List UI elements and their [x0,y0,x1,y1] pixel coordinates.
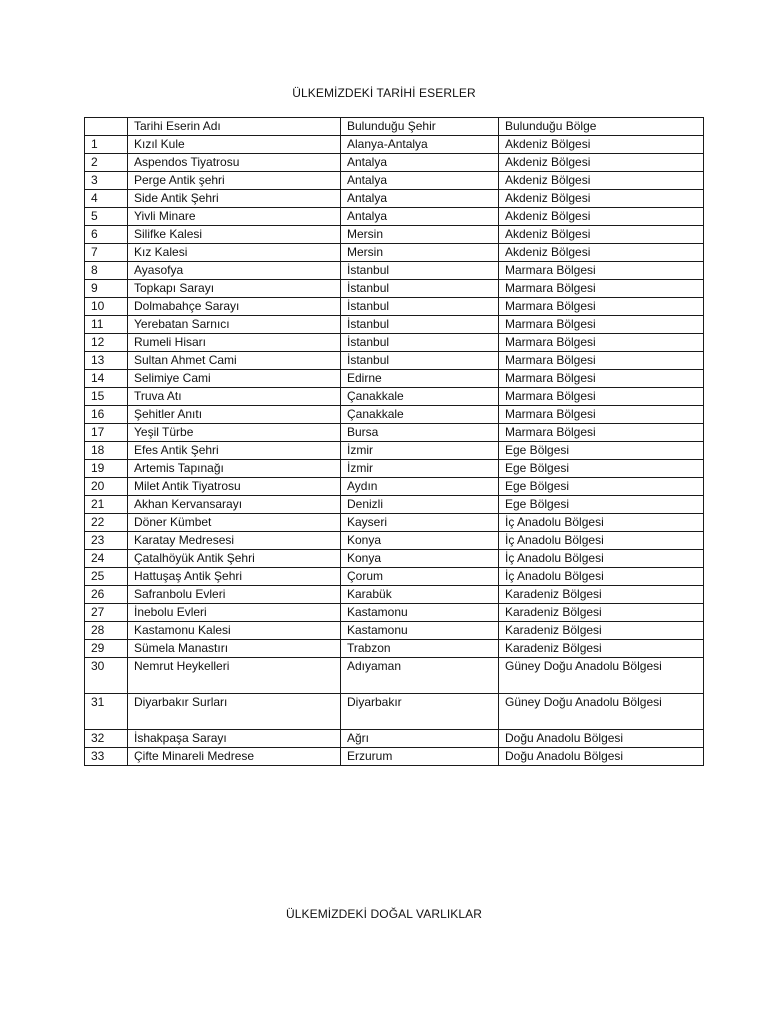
city-name: Mersin [341,244,499,262]
region-name: Marmara Bölgesi [499,406,704,424]
table-row [85,136,704,154]
city-name: İstanbul [341,316,499,334]
region-name: Akdeniz Bölgesi [499,136,704,154]
city-name: Adıyaman [341,658,499,694]
table-row [85,280,704,298]
site-name: Dolmabahçe Sarayı [128,298,341,316]
site-name: Şehitler Anıtı [128,406,341,424]
city-name: Kastamonu [341,622,499,640]
table-row [85,730,704,748]
region-name: Doğu Anadolu Bölgesi [499,748,704,766]
region-name: Marmara Bölgesi [499,334,704,352]
city-name: Ağrı [341,730,499,748]
table-row [85,550,704,568]
site-name: Perge Antik şehri [128,172,341,190]
city-name: İstanbul [341,334,499,352]
region-name: Ege Bölgesi [499,496,704,514]
site-name: Hattuşaş Antik Şehri [128,568,341,586]
region-name: İç Anadolu Bölgesi [499,550,704,568]
row-number: 28 [85,622,128,640]
row-number: 11 [85,316,128,334]
row-number: 32 [85,730,128,748]
region-name: Karadeniz Bölgesi [499,604,704,622]
site-name: Karatay Medresesi [128,532,341,550]
site-name: Sultan Ahmet Cami [128,352,341,370]
row-number: 8 [85,262,128,280]
city-name: Aydın [341,478,499,496]
row-number: 4 [85,190,128,208]
row-number: 19 [85,460,128,478]
region-name: Akdeniz Bölgesi [499,226,704,244]
site-name: İshakpaşa Sarayı [128,730,341,748]
row-number: 23 [85,532,128,550]
region-name: Marmara Bölgesi [499,352,704,370]
region-name: Marmara Bölgesi [499,388,704,406]
city-name: İzmir [341,460,499,478]
table-header-row [85,118,704,136]
section-title: ÜLKEMİZDEKİ DOĞAL VARLIKLAR [285,907,483,921]
region-name: Akdeniz Bölgesi [499,154,704,172]
region-name: Marmara Bölgesi [499,280,704,298]
site-name: Truva Atı [128,388,341,406]
table-row [85,604,704,622]
city-name: Antalya [341,172,499,190]
city-name: Kastamonu [341,604,499,622]
site-name: Diyarbakır Surları [128,694,341,730]
row-number: 13 [85,352,128,370]
table-row [85,568,704,586]
site-name: Çifte Minareli Medrese [128,748,341,766]
site-name: Yeşil Türbe [128,424,341,442]
site-name: Efes Antik Şehri [128,442,341,460]
row-number: 26 [85,586,128,604]
site-name: Topkapı Sarayı [128,280,341,298]
table-row [85,172,704,190]
table-row [85,370,704,388]
row-number: 5 [85,208,128,226]
site-name: Side Antik Şehri [128,190,341,208]
table-row [85,442,704,460]
city-name: Antalya [341,208,499,226]
row-number: 2 [85,154,128,172]
table-row [85,424,704,442]
header-site-name: Tarihi Eserin Adı [128,118,341,136]
site-name: Kızıl Kule [128,136,341,154]
site-name: Silifke Kalesi [128,226,341,244]
city-name: Karabük [341,586,499,604]
city-name: Konya [341,550,499,568]
row-number: 16 [85,406,128,424]
region-name: Marmara Bölgesi [499,424,704,442]
city-name: İzmir [341,442,499,460]
site-name: Yivli Minare [128,208,341,226]
row-number: 22 [85,514,128,532]
city-name: İstanbul [341,298,499,316]
row-number: 25 [85,568,128,586]
site-name: Döner Kümbet [128,514,341,532]
row-number: 20 [85,478,128,496]
row-number: 27 [85,604,128,622]
table-row [85,406,704,424]
region-name: Güney Doğu Anadolu Bölgesi [499,694,704,730]
table-row [85,352,704,370]
table-row [85,496,704,514]
site-name: Çatalhöyük Antik Şehri [128,550,341,568]
table-row [85,586,704,604]
row-number: 3 [85,172,128,190]
table-row [85,262,704,280]
city-name: Denizli [341,496,499,514]
header-number [85,118,128,136]
table-row [85,316,704,334]
table-row [85,190,704,208]
table-row [85,658,704,694]
city-name: İstanbul [341,352,499,370]
table-row [85,244,704,262]
row-number: 24 [85,550,128,568]
table-row [85,622,704,640]
site-name: İnebolu Evleri [128,604,341,622]
region-name: İç Anadolu Bölgesi [499,514,704,532]
site-name: Yerebatan Sarnıcı [128,316,341,334]
table-row [85,460,704,478]
row-number: 9 [85,280,128,298]
header-region: Bulunduğu Bölge [499,118,704,136]
row-number: 15 [85,388,128,406]
city-name: Çanakkale [341,406,499,424]
region-name: Akdeniz Bölgesi [499,190,704,208]
region-name: Ege Bölgesi [499,460,704,478]
row-number: 21 [85,496,128,514]
table-row [85,298,704,316]
row-number: 12 [85,334,128,352]
region-name: Karadeniz Bölgesi [499,622,704,640]
city-name: Edirne [341,370,499,388]
region-name: Ege Bölgesi [499,478,704,496]
table-row [85,748,704,766]
city-name: Antalya [341,154,499,172]
site-name: Selimiye Cami [128,370,341,388]
region-name: İç Anadolu Bölgesi [499,532,704,550]
region-name: Doğu Anadolu Bölgesi [499,730,704,748]
row-number: 30 [85,658,128,694]
site-name: Kastamonu Kalesi [128,622,341,640]
row-number: 10 [85,298,128,316]
region-name: Güney Doğu Anadolu Bölgesi [499,658,704,694]
site-name: Aspendos Tiyatrosu [128,154,341,172]
site-name: Akhan Kervansarayı [128,496,341,514]
region-name: İç Anadolu Bölgesi [499,568,704,586]
site-name: Artemis Tapınağı [128,460,341,478]
city-name: Çanakkale [341,388,499,406]
table-row [85,532,704,550]
city-name: Bursa [341,424,499,442]
page-title: ÜLKEMİZDEKİ TARİHİ ESERLER [292,86,476,100]
site-name: Safranbolu Evleri [128,586,341,604]
table-row [85,640,704,658]
row-number: 31 [85,694,128,730]
region-name: Akdeniz Bölgesi [499,172,704,190]
city-name: Alanya-Antalya [341,136,499,154]
table-row [85,514,704,532]
table-row [85,208,704,226]
table-row [85,478,704,496]
city-name: Antalya [341,190,499,208]
historical-sites-table [84,117,704,766]
city-name: Diyarbakır [341,694,499,730]
table-row [85,694,704,730]
row-number: 7 [85,244,128,262]
site-name: Ayasofya [128,262,341,280]
row-number: 29 [85,640,128,658]
site-name: Sümela Manastırı [128,640,341,658]
row-number: 17 [85,424,128,442]
city-name: Erzurum [341,748,499,766]
table-row [85,334,704,352]
region-name: Marmara Bölgesi [499,262,704,280]
table-body [85,136,704,766]
region-name: Marmara Bölgesi [499,316,704,334]
city-name: Trabzon [341,640,499,658]
row-number: 33 [85,748,128,766]
city-name: Konya [341,532,499,550]
site-name: Nemrut Heykelleri [128,658,341,694]
region-name: Marmara Bölgesi [499,370,704,388]
site-name: Milet Antik Tiyatrosu [128,478,341,496]
region-name: Ege Bölgesi [499,442,704,460]
header-city: Bulunduğu Şehir [341,118,499,136]
region-name: Karadeniz Bölgesi [499,586,704,604]
site-name: Rumeli Hisarı [128,334,341,352]
table-row [85,226,704,244]
city-name: Mersin [341,226,499,244]
row-number: 14 [85,370,128,388]
site-name: Kız Kalesi [128,244,341,262]
city-name: Kayseri [341,514,499,532]
city-name: İstanbul [341,262,499,280]
row-number: 18 [85,442,128,460]
row-number: 6 [85,226,128,244]
row-number: 1 [85,136,128,154]
region-name: Marmara Bölgesi [499,298,704,316]
region-name: Karadeniz Bölgesi [499,640,704,658]
city-name: İstanbul [341,280,499,298]
table-row [85,388,704,406]
city-name: Çorum [341,568,499,586]
table-row [85,154,704,172]
region-name: Akdeniz Bölgesi [499,208,704,226]
region-name: Akdeniz Bölgesi [499,244,704,262]
